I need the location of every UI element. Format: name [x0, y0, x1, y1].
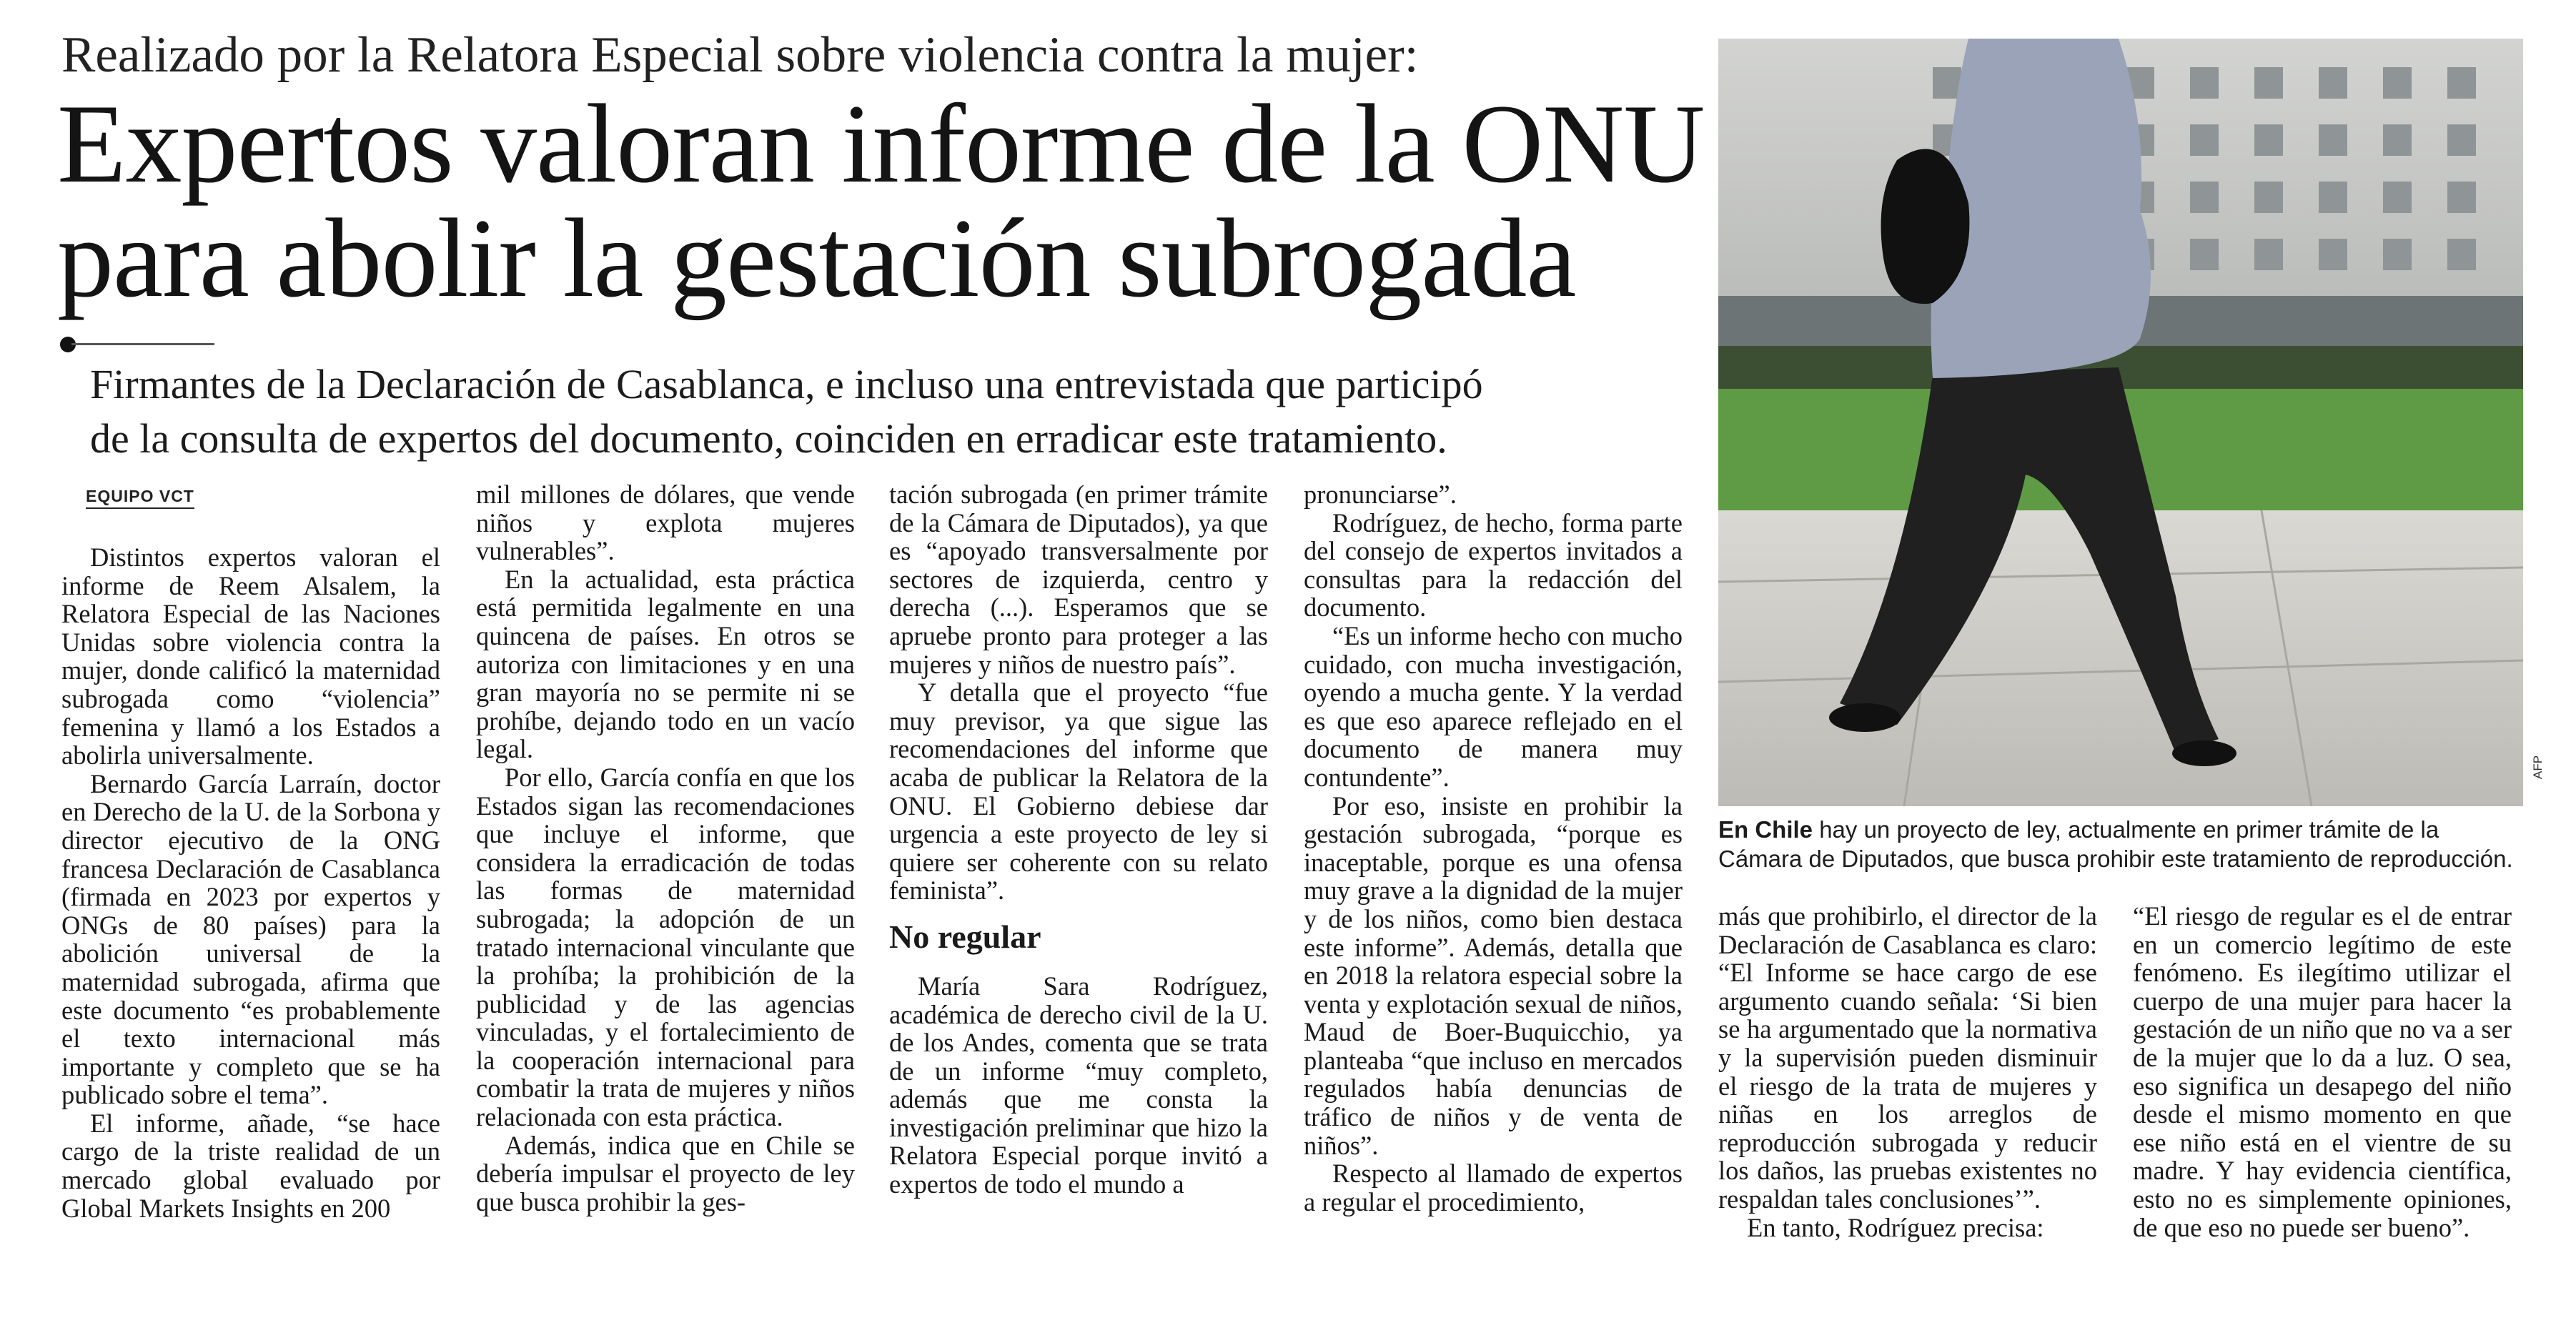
- shoe: [2172, 740, 2236, 766]
- photo-caption: [1718, 815, 2526, 873]
- text-column: [889, 480, 1268, 1199]
- deck-line: Firmantes de la Declaración de Casablanca, e incluso una entrevistada que participó: [90, 361, 1483, 407]
- photo-illustration: [1718, 39, 2523, 806]
- text-column: [2133, 902, 2512, 1242]
- shoe: [1829, 703, 1901, 732]
- paragraph: “Es un informe hecho con mucho cuidado, con mucha investigación, oyendo a mucha gente. Y la verdad es que eso aparece reflejado en el documento de manera muy contundente”.: [1304, 620, 1683, 792]
- deck-line: de la consulta de expertos del documento, coinciden en erradicar este tratamiento.: [90, 415, 1447, 462]
- text-column: [1718, 902, 2097, 1242]
- paragraph: tación subrogada (en primer trámite de la Cámara de Diputados), ya que es “apoyado transversalmente por sectores de izquierda, centro y derecha (...). Esperamos que se apruebe pronto para proteger a las mujeres y niños de nuestro país”.: [889, 480, 1268, 679]
- paragraph: Respecto al llamado de expertos a regular el procedimiento,: [1304, 1159, 1683, 1216]
- paragraph: María Sara Rodríguez, académica de derecho civil de la U. de los Andes, comenta que se trata de un informe “muy completo, además que me consta la investigación preliminar que hizo la Relatora Especial porque invitó a expertos de todo el mundo a: [889, 971, 1268, 1199]
- text-column: [61, 543, 440, 1222]
- headline-rule: [71, 343, 214, 345]
- paragraph: Bernardo García Larraín, doctor en Derecho de la U. de la Sorbona y director ejecutivo de la ONG francesa Declaración de Casablanca (firmada en 2023 por expertos y ONGs de 80 países) para la abolición universal de la maternidad subrogada, afirma que este documento “es probablemente el texto internacional más importante y completo que se ha publicado sobre el tema”.: [61, 768, 440, 1110]
- article-headline: [57, 81, 1723, 321]
- paragraph: Por ello, García confía en que los Estados sigan las recomendaciones que incluye el informe, que considera la erradicación de todas las formas de maternidad subrogada; la adopción de un tratado internacional vinculante que la prohíba; la prohibición de la publicidad y de las agencias vinculadas, y el fortalecimiento de la cooperación internacional para combatir la trata de mujeres y niños relacionada con esta práctica.: [476, 762, 855, 1132]
- headline-line: Expertos valoran informe de la ONU: [57, 81, 1705, 207]
- headline-line: para abolir la gestación subrogada: [57, 196, 1576, 321]
- paragraph: mil millones de dólares, que vende niños y explota mujeres vulnerables”.: [476, 480, 855, 566]
- text-column: [1304, 480, 1683, 1216]
- paragraph: Distintos expertos valoran el informe de Reem Alsalem, la Relatora Especial de las Naciones Unidas sobre violencia contra la mujer, donde calificó la maternidad subrogada como “violencia” femenina y llamó a los Estados a abolirla universalmente.: [61, 542, 440, 770]
- caption-lead: En Chile: [1718, 816, 1813, 843]
- caption-text: hay un proyecto de ley, actualmente en primer trámite de la Cámara de Diputados, que busca prohibir este tratamiento de reproducción.: [1718, 816, 2513, 872]
- paragraph: Rodríguez, de hecho, forma parte del consejo de expertos invitados a consultas para la redacción del documento.: [1304, 507, 1683, 623]
- paragraph: Además, indica que en Chile se debería impulsar el proyecto de ley que busca prohibir la ges-: [476, 1130, 855, 1216]
- paragraph: En tanto, Rodríguez precisa:: [1747, 1212, 2044, 1242]
- byline: EQUIPO VCT: [86, 487, 194, 509]
- paragraph: El informe, añade, “se hace cargo de la triste realidad de un mercado global evaluado por Global Markets Insights en 200: [61, 1108, 440, 1223]
- article-kicker: Realizado por la Relatora Especial sobre violencia contra la mujer:: [61, 27, 1419, 83]
- article-photo: [1718, 39, 2523, 806]
- article-deck: [90, 357, 1663, 466]
- paragraph: “El riesgo de regular es el de entrar en un comercio legítimo de este fenómeno. Es ilegítimo utilizar el cuerpo de una mujer para hacer la gestación de un niño que no va a ser de la mujer que lo da a luz. O sea, eso significa un desapego del niño desde el mismo momento en que ese niño está en el vientre de su madre. Y hay evidencia científica, esto no es simplemente opiniones, de que eso no puede ser bueno”.: [2133, 901, 2512, 1242]
- paragraph: pronunciarse”.: [1304, 480, 1457, 509]
- paragraph: Y detalla que el proyecto “fue muy previsor, ya que sigue las recomendaciones del informe que acaba de publicar la Relatora de la ONU. El Gobierno debiese dar urgencia a este proyecto de ley si quiere ser coherente con su relato feminista”.: [889, 678, 1268, 906]
- paragraph: más que prohibirlo, el director de la Declaración de Casablanca es claro: “El Informe se hace cargo de ese argumento cuando señala: ‘Si bien se ha argumentado que la normativa y la supervisión pueden disminuir el riesgo de la trata de mujeres y niñas en los arreglos de reproducción subrogada y reducir los daños, las pruebas existentes no respaldan tales conclusiones’”.: [1718, 901, 2097, 1214]
- text-column: [476, 480, 855, 1216]
- subheading: No regular: [889, 918, 1041, 955]
- paragraph: Por eso, insiste en prohibir la gestación subrogada, “porque es inaceptable, porque es una ofensa muy grave a la dignidad de la mujer y de los niños, como bien destaca este informe”. Además, detalla que en 2018 la relatora especial sobre la venta y explotación sexual de niños, Maud de Boer-Buquicchio, ya planteaba “que incluso en mercados regulados había denuncias de tráfico de niños y de venta de niños”.: [1304, 791, 1683, 1160]
- paragraph: En la actualidad, esta práctica está permitida legalmente en una quincena de países. En otros se autoriza con limitaciones y en una gran mayoría no se permite ni se prohíbe, dejando todo en un vacío legal.: [476, 564, 855, 764]
- photo-credit: AFP: [2531, 755, 2545, 779]
